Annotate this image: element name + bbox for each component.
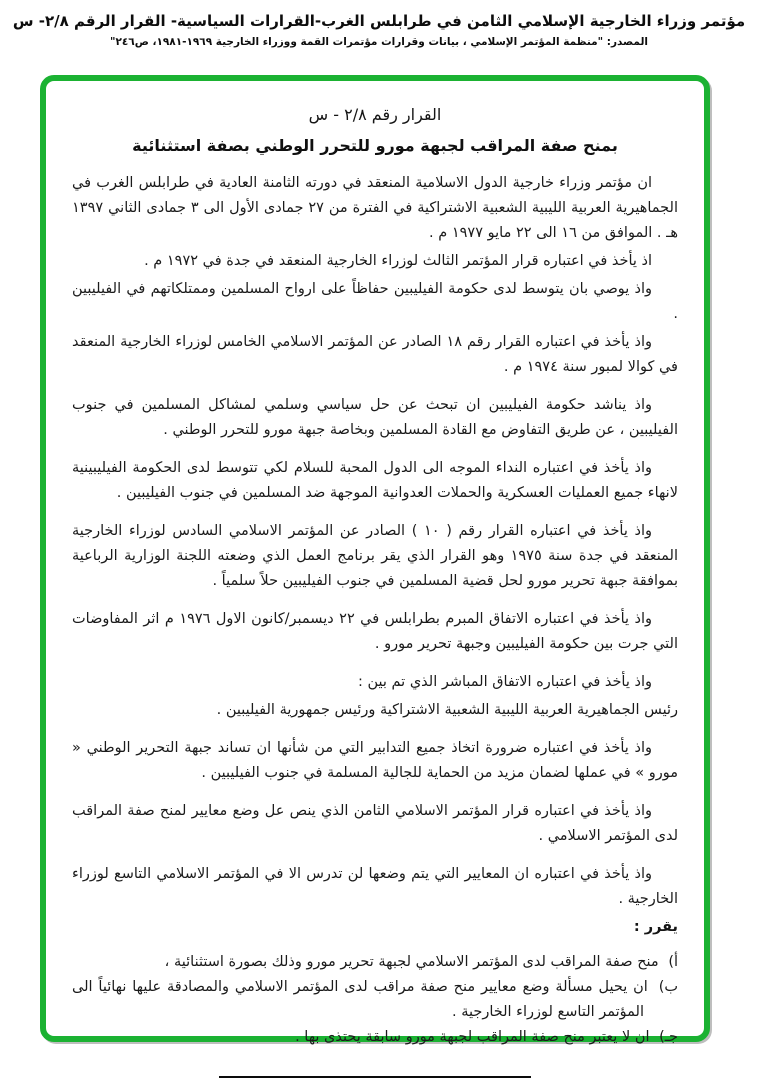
decision-item-c [72,1025,678,1050]
paragraph-recital-3: واذ يأخذ في اعتباره القرار رقم ١٨ الصادر عن المؤتمر الاسلامي الخامس لوزراء الخارجية المنعقد في كوالا لمبور سنة ١٩٧٤ م . [72,334,678,375]
page-header [0,12,758,48]
paragraph-recital-9: واذ يأخذ في اعتباره ضرورة اتخاذ جميع التدابير التي من شأنها ان تساند جبهة التحرير الوطني « مورو » في عملها لضمان مزيد من الحماية للجالية المسلمة في جنوب الفيليبين . [72,740,678,781]
resolution-title: بمنح صفة المراقب لجبهة مورو للتحرر الوطني بصفة استثنائية [132,136,618,155]
paragraph-recital-11: واذ يأخذ في اعتباره ان المعايير التي يتم وضعها لن تدرس الا في المؤتمر الاسلامي التاسع لوزراء الخارجية . [72,866,678,907]
resolution-number: القرار رقم ٢/٨ - س [308,105,442,124]
paragraph-recital-8: واذ يأخذ في اعتباره الاتفاق المباشر الذي تم بين : [357,674,652,690]
decision-marker-c: جـ) [659,1029,678,1045]
paragraph-recital-6: واذ يأخذ في اعتباره القرار رقم ( ١٠ ) الصادر عن المؤتمر الاسلامي السادس لوزراء الخارجية المنعقد في جدة سنة ١٩٧٥ وهو القرار الذي يقر برنامج العمل الذي وضعته اللجنة الوزارية الرباعية بموافقة جبهة تحرير مورو لحل قضية المسلمين في جنوب الفيليبين حلاً سلمياً . [72,523,678,589]
paragraph-preamble: ان مؤتمر وزراء خارجية الدول الاسلامية المنعقد في دورته الثامنة العادية في طرابلس الغرب في الجماهيرية العربية الليبية الشعبية الاشتراكية في الفترة من ٢٧ جمادى الأول الى ٣ جمادى الثاني ١٣٩٧ هـ . الموافق من ١٦ الى ٢٢ مايو ١٩٧٧ م . [72,175,678,241]
paragraph-recital-5: واذ يأخذ في اعتباره النداء الموجه الى الدول المحبة للسلام لكي تتوسط لدى الحكومة الفيليبينية لانهاء جميع العمليات العسكرية والحملات العدوانية الموجهة ضد المسلمين في جنوب الفيليبين . [72,460,678,501]
decision-text-a: منح صفة المراقب لدى المؤتمر الاسلامي لجبهة تحرير مورو وذلك بصورة استثنائية ، [164,954,659,970]
document-border-box [40,75,710,1045]
decision-item-b [72,975,678,1025]
decision-marker-a: أ) [668,954,678,970]
decision-text-b: ان يحيل مسألة وضع معايير منح صفة مراقب لدى المؤتمر الاسلامي والمصادقة عليها نهائياً الى المؤتمر التاسع لوزراء الخارجية . [72,979,648,1020]
paragraph-recital-8-continuation: رئيس الجماهيرية العربية الليبية الشعبية الاشتراكية ورئيس جمهورية الفيليبين . [216,702,678,718]
paragraph-recital-10: واذ يأخذ في اعتباره قرار المؤتمر الاسلامي الثامن الذي ينص عل وضع معايير لمنح صفة المراقب لدى المؤتمر الاسلامي . [72,803,678,844]
decision-marker-b: ب) [658,979,679,995]
paragraph-recital-7: واذ يأخذ في اعتباره الاتفاق المبرم بطرابلس في ٢٢ ديسمبر/كانون الاول ١٩٧٦ م اثر المفاوضات التي جرت بين حكومة الفيليبين وجبهة تحرير مورو . [72,611,678,652]
paragraph-recital-1: اذ يأخذ في اعتباره قرار المؤتمر الثالث لوزراء الخارجية المنعقد في جدة في ١٩٧٢ م . [144,253,652,269]
paragraph-recital-4: واذ يناشد حكومة الفيليبين ان تبحث عن حل سياسي وسلمي لمشاكل المسلمين في جنوب الفيليبين ، عن طريق التفاوض مع القادة المسلمين وبخاصة جبهة مورو للتحرر الوطني . [72,397,678,438]
paragraph-recital-2: واذ يوصي بان يتوسط لدى حكومة الفيليبين حفاظاً على ارواح المسلمين وممتلكاتهم في الفيليبين . [72,281,678,322]
decision-item-a [72,950,678,975]
decision-text-c: ان لا يعتبر منح صفة المراقب لجبهة مورو سابقة يحتذى بها . [295,1029,650,1045]
decision-label: يقرر : [633,919,678,935]
header-source: المصدر: "منظمة المؤتمر الإسلامي ، بيانات وقرارات مؤتمرات القمة ووزراء الخارجية ١٩٦٩-١٩٨١، ص٢٤٦" [109,36,648,48]
header-title: مؤتمر وزراء الخارجية الإسلامي الثامن في طرابلس الغرب-القرارات السياسية- القرار الرقم ٢/٨- س [12,12,746,30]
